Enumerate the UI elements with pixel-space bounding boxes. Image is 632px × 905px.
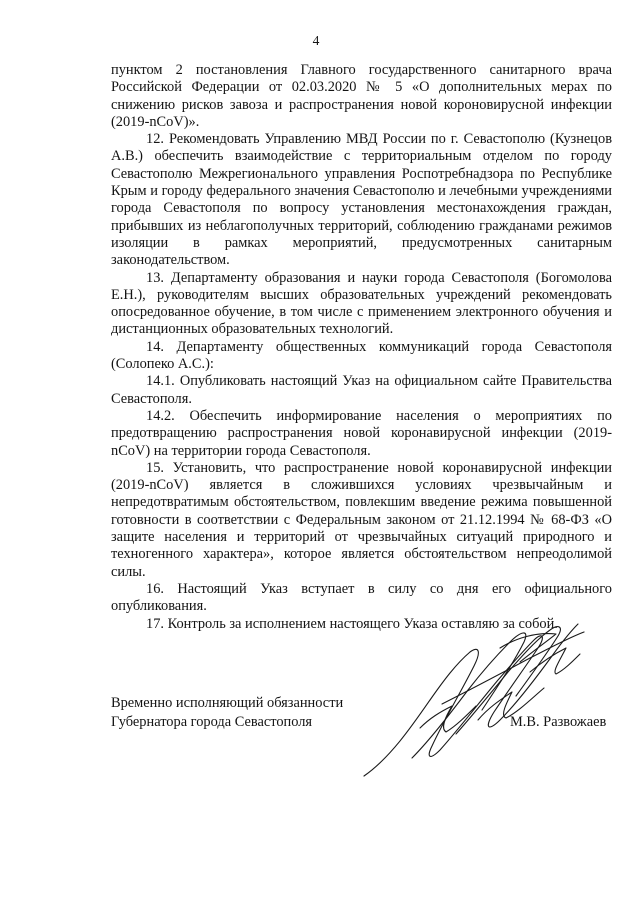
signatory-position-line-2: Губернатора города Севастополя xyxy=(111,714,313,730)
signatory-position xyxy=(111,694,343,732)
paragraph-15: 15. Установить, что распространение новой коронавирусной инфекции (2019-nCoV) является в сложившихся условиях чрезвычайным и непредотвратимым обстоятельством, повлекшим введение режима повышенной готовности в соответствии с Федеральным законом от 21.12.1994 № 68-ФЗ «О защите населения и территорий от чрезвычайных ситуаций природного и техногенного характера», которое является обстоятельством непреодолимой силы. xyxy=(111,459,612,580)
paragraph-14-1: 14.1. Опубликовать настоящий Указ на официальном сайте Правительства Севастополя. xyxy=(111,373,612,407)
paragraph-14: 14. Департаменту общественных коммуникаций города Севастополя (Солопеко А.С.): xyxy=(111,338,612,373)
signatory-position-line-1: Временно исполняющий обязанности xyxy=(111,695,344,711)
paragraph-12: 12. Рекомендовать Управлению МВД России по г. Севастополю (Кузнецов А.В.) обеспечить взаимодействие с территориальным отделом по городу Севастополю Межрегионального управления Роспотребнадзора по Республике Крым и городу федерального значения Севастополю и лечебными учреждениями города Севастополя по вопросу установления местонахождения граждан, прибывших из неблагополучных территорий, соблюдению гражданами режимов изоляции в рамках мероприятий, предусмотренных санитарным законодательством. xyxy=(111,131,612,269)
paragraph-continuation: пунктом 2 постановления Главного государственного санитарного врача Российской Федерации от 02.03.2020 № 5 «О дополнительных мерах по снижению рисков завоза и распространения новой короновирусной инфекции (2019-nCoV)». xyxy=(111,62,612,130)
paragraph-14-2: 14.2. Обеспечить информирование населения о мероприятиях по предотвращению распространения новой коронавирусной инфекции (2019-nCoV) на территории города Севастополя. xyxy=(111,407,612,459)
paragraph-17: 17. Контроль за исполнением настоящего Указа оставляю за собой. xyxy=(146,615,558,632)
paragraph-16: 16. Настоящий Указ вступает в силу со дня его официального опубликования. xyxy=(111,580,612,615)
signatory-name: М.В. Развожаев xyxy=(510,714,607,730)
document-body xyxy=(111,62,612,633)
handwritten-signature xyxy=(360,608,600,788)
page-number: 4 xyxy=(312,33,320,48)
paragraph-13: 13. Департаменту образования и науки города Севастополя (Богомолова Е.Н.), руководителям высших образовательных учреждений рекомендовать опосредованное обучение, в том числе с применением электронного обучения и дистанционных образовательных технологий. xyxy=(111,269,612,338)
